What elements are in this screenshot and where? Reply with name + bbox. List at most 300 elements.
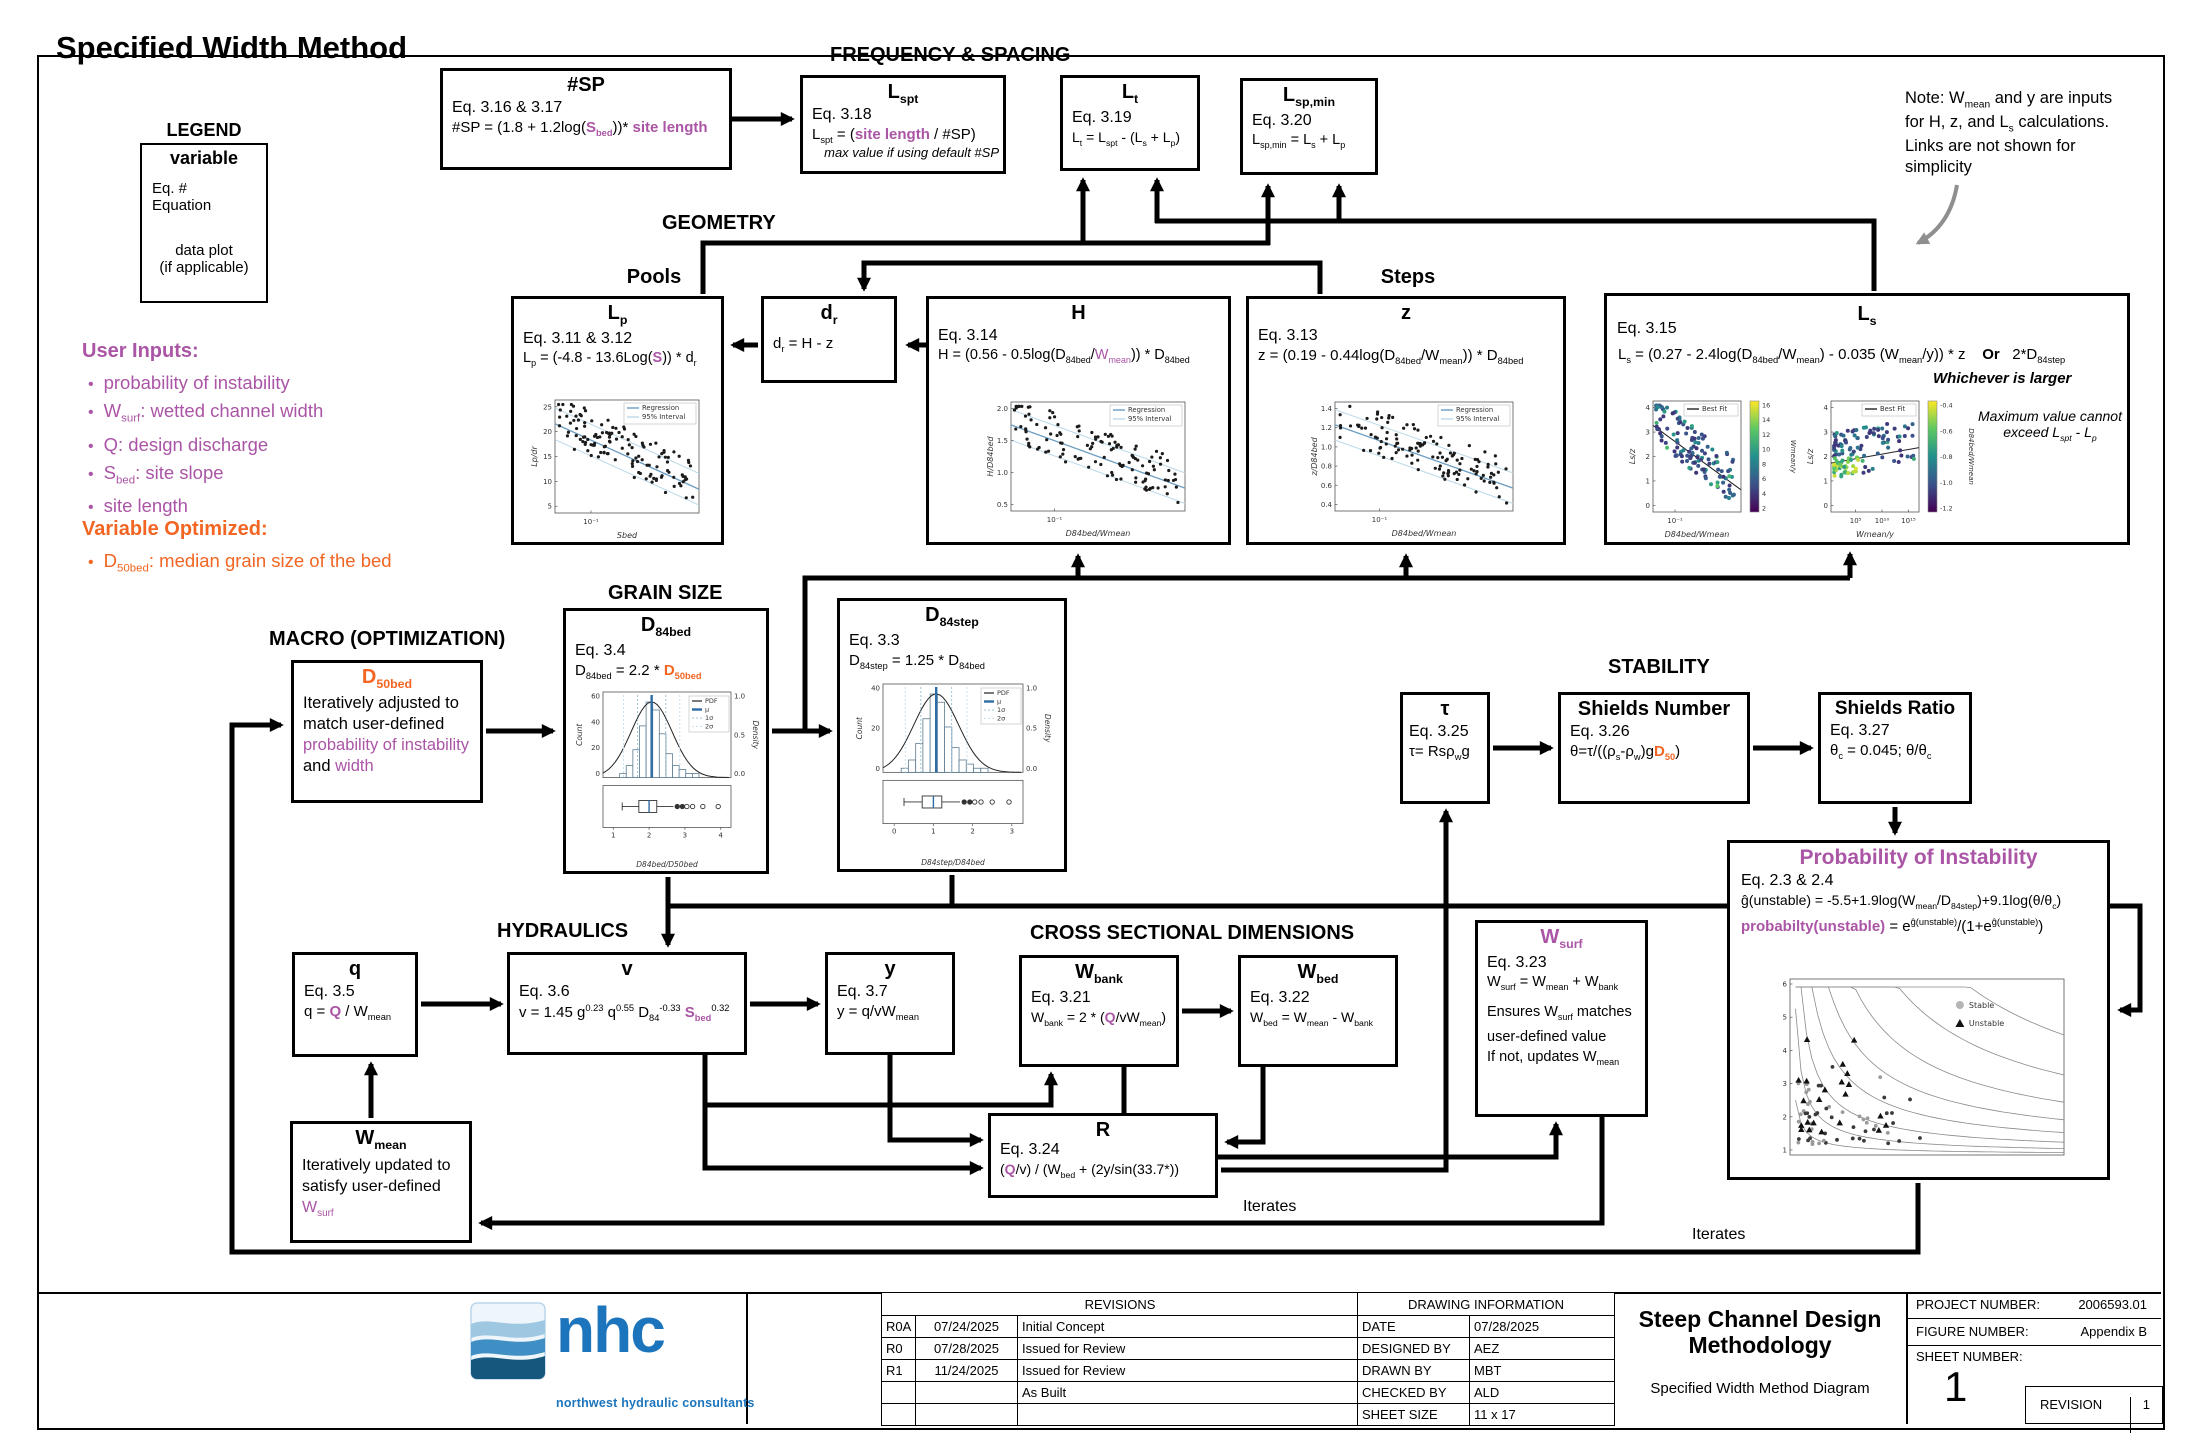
eq-number: Eq. 3.24 (1000, 1141, 1060, 1158)
rev-date: 07/28/2025 (916, 1338, 1018, 1360)
box-title: R (1095, 1119, 1111, 1141)
equation-probability: probabilty(unstable) = $e^{ĝ(unstable)}/(1+e^{ĝ(unstable)})$ (1741, 916, 2044, 935)
equation-ghat: ĝ(unstable) = $-5.5+1.9\log(W_{mean}/D_{84step})+9.1\log(\theta/\theta_c)$ (1741, 892, 2062, 911)
info-label: DESIGNED BY (1358, 1338, 1470, 1360)
ls-scatter-plot-1 (1627, 396, 1799, 545)
box-d84step (837, 598, 1067, 872)
info-value: MBT (1470, 1360, 1615, 1382)
project-number-value: 2006593.01 (2078, 1297, 2147, 1312)
section-geometry: GEOMETRY (662, 212, 776, 234)
section-stability: STABILITY (1608, 656, 1710, 678)
box-h (926, 296, 1231, 545)
svg-text:Wmean/y: Wmean/y (1855, 530, 1895, 539)
svg-text:2: 2 (1762, 504, 1767, 513)
eq-number: Eq. 3.21 (1031, 989, 1091, 1007)
svg-text:4: 4 (1823, 404, 1828, 413)
equation: $z = (0.19 - 0.44\log(D_{84bed}/W_{mean})) * D_{84bed}$ (1258, 347, 1524, 366)
box-body: Iteratively adjusted to match user-defined probability of instability and width (303, 694, 469, 776)
svg-text:20: 20 (871, 724, 880, 733)
section-frequency-spacing: FREQUENCY & SPACING (830, 44, 1071, 66)
svg-text:Density: Density (751, 720, 760, 750)
table-row (1358, 1404, 1615, 1426)
box-body: Iteratively updated to satisfy user-defined $W_{surf}$ (302, 1157, 451, 1220)
box-lp (511, 296, 724, 545)
box-title: τ (1440, 698, 1450, 720)
equation: $W_{bed} = W_{mean} - W_{bank}$ (1250, 1009, 1374, 1028)
eq-number: Eq. 3.22 (1250, 989, 1310, 1007)
box-title: $D_{84step}$ (925, 604, 979, 629)
equation: $D_{84step} = 1.25 * D_{84bed}$ (849, 652, 985, 672)
svg-text:10⁻¹: 10⁻¹ (583, 518, 599, 526)
lp-scatter-plot (529, 395, 707, 546)
box-tau (1400, 692, 1490, 804)
h-scatter-plot (985, 397, 1193, 544)
svg-text:1.0: 1.0 (1320, 443, 1332, 452)
box-dr (761, 296, 897, 383)
box-title: $L_{spt}$ (887, 81, 919, 106)
box-y (825, 952, 955, 1055)
svg-text:PDF: PDF (997, 689, 1010, 697)
svg-text:-0.8: -0.8 (1940, 453, 1953, 461)
svg-text:0: 0 (595, 770, 600, 779)
svg-text:1.0: 1.0 (996, 468, 1008, 477)
svg-text:Count: Count (855, 717, 864, 740)
svg-text:-1.2: -1.2 (1940, 504, 1953, 513)
rev-desc (1018, 1404, 1359, 1426)
box-title: y (884, 958, 896, 980)
rev-date: 07/24/2025 (916, 1316, 1018, 1338)
box-shields-number (1558, 692, 1750, 804)
svg-text:1.0: 1.0 (734, 692, 746, 701)
box-title: $D_{50bed}$ (361, 666, 413, 691)
svg-text:0: 0 (891, 827, 897, 836)
revision-value: 1 (2130, 1397, 2150, 1433)
svg-text:4: 4 (718, 831, 723, 840)
variable-optimized-title: Variable Optimized: (82, 518, 268, 540)
user-input-item: probability of instability (103, 372, 290, 393)
svg-text:0: 0 (1645, 501, 1650, 510)
info-value: 07/28/2025 (1470, 1316, 1615, 1338)
box-title: $L_s$ (1857, 303, 1877, 328)
table-row (1358, 1338, 1615, 1360)
svg-text:10⁻¹: 10⁻¹ (1667, 517, 1683, 525)
box-title: q (348, 958, 362, 980)
table-row (882, 1316, 1359, 1338)
rev-date (916, 1404, 1018, 1426)
section-cross-sectional: CROSS SECTIONAL DIMENSIONS (1030, 922, 1355, 944)
legend-title: LEGEND (166, 120, 242, 140)
svg-text:D84step/D84bed: D84step/D84bed (921, 858, 985, 867)
equation: τ= Rsρ$_w$g (1409, 743, 1470, 762)
svg-text:0.5: 0.5 (734, 731, 746, 740)
svg-text:1.0: 1.0 (1026, 684, 1038, 693)
info-label: DRAWN BY (1358, 1360, 1470, 1382)
box-title: v (621, 958, 633, 980)
info-value: AEZ (1470, 1338, 1615, 1360)
svg-text:D84bed/Wmean: D84bed/Wmean (1967, 428, 1975, 485)
box-shields-ratio (1818, 692, 1972, 804)
eq-number: Eq. 3.11 & 3.12 (523, 330, 633, 348)
box-title: $L_p$ (607, 302, 628, 327)
svg-text:2: 2 (1823, 453, 1828, 461)
svg-text:2: 2 (1782, 1113, 1787, 1122)
sheet-number-value: 1 (1944, 1363, 1968, 1410)
box-title: Probability of Instability (1799, 846, 2038, 869)
box-z (1246, 296, 1566, 545)
box-sp (440, 68, 732, 170)
z-scatter-plot (1309, 397, 1521, 544)
svg-text:Sbed: Sbed (616, 531, 638, 540)
rev-date (916, 1382, 1018, 1404)
page-title: Specified Width Method (56, 30, 408, 65)
iterates-label-2: Iterates (1692, 1226, 1746, 1243)
box-title: z (1401, 302, 1411, 324)
svg-text:1σ: 1σ (705, 714, 714, 722)
svg-text:3: 3 (1782, 1080, 1787, 1089)
svg-text:25: 25 (543, 403, 552, 412)
eq-number: Eq. 3.20 (1252, 112, 1312, 130)
svg-text:3: 3 (1645, 428, 1650, 437)
rev-desc: Initial Concept (1018, 1316, 1359, 1338)
user-inputs-title: User Inputs: (82, 340, 199, 362)
document-title (1614, 1306, 1906, 1359)
rev-code (882, 1382, 916, 1404)
svg-text:3: 3 (682, 831, 688, 840)
user-input-item: Q: design discharge (103, 433, 269, 455)
svg-text:2σ: 2σ (705, 722, 714, 731)
eq-number: Eq. 3.3 (849, 632, 900, 650)
svg-text:20: 20 (543, 428, 552, 437)
legend-eq: Eq. # (152, 179, 188, 197)
eq-number: Eq. 3.19 (1072, 109, 1132, 127)
svg-text:1σ: 1σ (997, 706, 1006, 714)
eq-number: Eq. 3.26 (1570, 723, 1630, 740)
box-title: Shields Ratio (1834, 698, 1956, 719)
svg-text:Ls/z: Ls/z (1806, 448, 1815, 465)
svg-text:Ls/z: Ls/z (1628, 448, 1637, 465)
drawing-info-header: DRAWING INFORMATION (1358, 1293, 1615, 1316)
rev-code: R0 (882, 1338, 916, 1360)
table-row (1358, 1316, 1615, 1338)
section-steps: Steps (1380, 266, 1436, 288)
eq-number: Eq. 3.25 (1409, 723, 1469, 740)
svg-text:1: 1 (1823, 477, 1828, 486)
svg-text:15: 15 (543, 453, 552, 461)
svg-text:3: 3 (1823, 428, 1828, 437)
drawing-info-table (1357, 1292, 1615, 1426)
eq-number: Eq. 3.27 (1830, 721, 1890, 739)
svg-text:1: 1 (1782, 1146, 1787, 1155)
nhc-logo (470, 1302, 546, 1385)
eq-number: Eq. 3.16 & 3.17 (452, 99, 563, 116)
ls-scatter-plot-2 (1805, 396, 1977, 545)
box-d50bed (291, 660, 483, 803)
legend-dataplot: data plot (175, 241, 233, 259)
svg-text:H/D84bed: H/D84bed (986, 436, 995, 477)
svg-text:4: 4 (1762, 489, 1767, 498)
table-row (882, 1338, 1359, 1360)
box-title: Shields Number (1577, 698, 1731, 720)
eq-number: Eq. 3.18 (812, 106, 872, 124)
whichever-note: Whichever is larger (1933, 370, 2072, 387)
box-q (292, 952, 418, 1057)
figure-number-value: Appendix B (2080, 1324, 2147, 1339)
info-label: SHEET SIZE (1358, 1404, 1470, 1426)
svg-text:-0.4: -0.4 (1940, 401, 1953, 410)
prob-scatter-plot (1770, 973, 2070, 1178)
svg-text:6: 6 (1762, 475, 1767, 484)
equation: $\theta_c = 0.045$; $\theta/\theta_c$ (1830, 741, 1932, 761)
equation: #SP = $(1.8 + 1.2\log(S_{bed}))*$ site length (452, 119, 708, 138)
svg-text:16: 16 (1762, 401, 1771, 410)
svg-text:μ: μ (705, 705, 710, 714)
equation: $d_r = H - z$ (773, 335, 834, 355)
equation: $q = Q / W_{mean}$ (304, 1003, 392, 1022)
equation: $W_{bank} = 2 * (Q/vW_{mean})$ (1031, 1009, 1167, 1028)
svg-text:Regression: Regression (642, 404, 680, 412)
nhc-logo-icon (470, 1302, 546, 1380)
eq-number: Eq. 3.5 (304, 983, 355, 1000)
iterates-label-1: Iterates (1243, 1198, 1297, 1215)
svg-text:4: 4 (1645, 404, 1650, 413)
sheet-number-label: SHEET NUMBER: (1916, 1349, 2023, 1364)
eq-number: Eq. 3.4 (575, 642, 626, 660)
equation: $\theta=\tau/((\rho_s-\rho_w)gD_{50})$ (1570, 743, 1681, 762)
svg-text:0.5: 0.5 (1026, 724, 1038, 733)
svg-text:10: 10 (543, 477, 552, 486)
section-hydraulics: HYDRAULICS (497, 920, 629, 942)
svg-text:1.2: 1.2 (1320, 424, 1332, 433)
user-input-item: $S_{bed}$: site slope (103, 461, 224, 487)
svg-text:4: 4 (1782, 1046, 1787, 1055)
svg-text:10: 10 (1762, 445, 1771, 454)
note-text: Note: $W_{mean}$ and y are inputs for H, z, and $L_s$ calculations. Links are not shown for simplicity (1905, 89, 2113, 176)
svg-text:D84bed/Wmean: D84bed/Wmean (1664, 530, 1730, 539)
box-title: $W_{bank}$ (1075, 961, 1123, 986)
svg-text:10⁻¹: 10⁻¹ (1046, 516, 1063, 524)
box-title: H (1071, 302, 1086, 324)
svg-text:3: 3 (1009, 827, 1015, 836)
revisions-header: REVISIONS (882, 1293, 1359, 1316)
bullet-icon: • (88, 499, 94, 517)
figure-number-label: FIGURE NUMBER: (1916, 1324, 2029, 1339)
rev-code: R1 (882, 1360, 916, 1382)
svg-text:Lp/dr: Lp/dr (530, 446, 539, 467)
info-label: CHECKED BY (1358, 1382, 1470, 1404)
svg-text:Stable: Stable (1968, 1001, 1995, 1010)
table-row (1358, 1382, 1615, 1404)
figure-number-row (1906, 1318, 2161, 1346)
svg-text:2σ: 2σ (997, 714, 1006, 723)
svg-text:-1.0: -1.0 (1940, 478, 1953, 487)
svg-text:10¹⁰: 10¹⁰ (1874, 517, 1890, 525)
box-d84bed (563, 608, 769, 874)
revisions-table (881, 1292, 1359, 1426)
equation: $y = q/vW_{mean}$ (837, 1003, 920, 1022)
section-pools: Pools (626, 266, 682, 288)
equation: $L_{sp,min} = L_s + L_p$ (1252, 132, 1346, 150)
eq-number: Eq. 3.13 (1258, 327, 1318, 344)
section-grain-size: GRAIN SIZE (608, 582, 723, 604)
box-title: $d_r$ (820, 302, 838, 327)
svg-text:D84bed/Wmean: D84bed/Wmean (1391, 529, 1457, 538)
svg-text:Best Fit: Best Fit (1880, 405, 1906, 413)
svg-text:10⁻¹: 10⁻¹ (1371, 516, 1388, 524)
svg-text:0: 0 (875, 764, 880, 773)
d84step-hist-plot (853, 679, 1053, 872)
rev-desc: Issued for Review (1018, 1360, 1359, 1382)
svg-text:Regression: Regression (1456, 406, 1494, 414)
box-lspmin (1240, 78, 1378, 175)
document-subtitle: Specified Width Method Diagram (1650, 1380, 1870, 1397)
box-ls (1604, 293, 2130, 545)
user-inputs-list (88, 370, 323, 521)
box-lt (1060, 75, 1200, 171)
user-input-item: $W_{surf}$: wetted channel width (103, 400, 324, 425)
rev-code: R0A (882, 1316, 916, 1338)
eq-number: Eq. 3.7 (837, 983, 888, 1000)
svg-text:0.0: 0.0 (734, 770, 746, 779)
svg-text:60: 60 (591, 692, 600, 701)
document-title-line1: Steep Channel Design (1638, 1306, 1882, 1332)
svg-text:2.0: 2.0 (996, 405, 1008, 414)
bullet-icon: • (88, 376, 94, 393)
legend-ifapplicable: (if applicable) (159, 258, 249, 276)
bullet-icon: • (88, 437, 94, 455)
svg-text:40: 40 (591, 718, 600, 727)
rev-desc: As Built (1018, 1382, 1359, 1404)
box-body: Ensures $W_{surf}$ matches user-defined value If not, updates $W_{mean}$ (1487, 1003, 1632, 1067)
svg-text:0.0: 0.0 (1026, 764, 1038, 773)
project-number-row (1906, 1292, 2161, 1319)
svg-text:95% Interval: 95% Interval (642, 413, 686, 421)
svg-text:20: 20 (591, 744, 600, 753)
box-wbank (1019, 955, 1179, 1067)
rev-desc: Issued for Review (1018, 1338, 1359, 1360)
svg-text:PDF: PDF (705, 697, 718, 705)
rev-code (882, 1404, 916, 1426)
legend-equation: Equation (152, 196, 212, 214)
svg-text:6: 6 (1782, 980, 1787, 989)
bullet-icon: • (88, 554, 94, 571)
svg-text:1: 1 (611, 831, 616, 840)
eq-number: Eq. 3.6 (519, 983, 570, 1000)
eq-number: Eq. 3.14 (938, 327, 998, 344)
svg-text:0.8: 0.8 (1320, 462, 1332, 471)
svg-text:95% Interval: 95% Interval (1128, 415, 1172, 423)
info-label: DATE (1358, 1316, 1470, 1338)
legend-box (140, 143, 268, 303)
svg-text:8: 8 (1762, 460, 1767, 469)
nhc-logo-text: nhc (556, 1294, 664, 1366)
box-wbed (1238, 955, 1398, 1067)
equation: $(Q/v) / (W_{bed} + (2y/\sin(33.7*))$ (1000, 1161, 1180, 1180)
svg-text:40: 40 (871, 684, 880, 693)
eq-number: Eq. 2.3 & 2.4 (1741, 872, 1834, 890)
box-title: $L_{sp,min}$ (1282, 84, 1336, 109)
variable-optimized-list (88, 548, 392, 582)
bullet-icon: • (88, 404, 94, 421)
box-title: $W_{bed}$ (1297, 961, 1339, 986)
svg-text:D84bed/Wmean: D84bed/Wmean (1065, 529, 1131, 538)
svg-text:5: 5 (547, 502, 552, 511)
svg-text:12: 12 (1762, 430, 1771, 439)
section-macro: MACRO (OPTIMIZATION) (269, 628, 506, 650)
box-lspt (800, 75, 1006, 174)
box-title: $L_t$ (1121, 81, 1139, 106)
nhc-logo-tagline: northwest hydraulic consultants (556, 1396, 755, 1410)
variable-optimized-item: $D_{50bed}$: median grain size of the bed (103, 550, 392, 575)
svg-text:1.4: 1.4 (1320, 405, 1332, 414)
project-number-label: PROJECT NUMBER: (1916, 1297, 2040, 1312)
svg-text:Wmean/y: Wmean/y (1789, 439, 1797, 474)
table-row (882, 1360, 1359, 1382)
box-r (988, 1113, 1218, 1198)
svg-text:10¹⁵: 10¹⁵ (1901, 517, 1916, 525)
svg-text:2: 2 (970, 827, 975, 836)
box-wmean (290, 1121, 472, 1243)
table-row (882, 1382, 1359, 1404)
equation: $L_t = L_{spt} - (L_s + L_p)$ (1072, 129, 1181, 148)
svg-text:1: 1 (931, 827, 936, 836)
info-value: ALD (1470, 1382, 1615, 1404)
svg-text:95% Interval: 95% Interval (1456, 415, 1500, 423)
svg-text:0.4: 0.4 (1320, 500, 1332, 509)
bullet-icon: • (88, 465, 94, 483)
equation: $L_p = (-4.8 - 13.6Log(S)) * d_r$ (523, 350, 697, 368)
table-row (882, 1404, 1359, 1426)
svg-text:Regression: Regression (1128, 406, 1166, 414)
eq-number: Eq. 3.23 (1487, 954, 1547, 972)
svg-text:Count: Count (575, 723, 584, 746)
svg-text:2: 2 (1645, 453, 1650, 461)
info-value: 11 x 17 (1470, 1404, 1615, 1426)
box-title: #SP (567, 74, 605, 96)
svg-text:2: 2 (646, 831, 652, 840)
svg-text:0.5: 0.5 (996, 500, 1008, 509)
svg-text:z/D84bed: z/D84bed (1310, 437, 1319, 476)
equation: $L_s = (0.27 - 2.4\log(D_{84bed}/W_{mean}) - 0.035$ $(W_{mean}/y)$) * z Or $2*D_{84step}$ (1618, 346, 2066, 365)
revision-label: REVISION (2040, 1397, 2103, 1412)
equation: $H = (0.56 - 0.5\log(D_{84bed}/W_{mean})) * D_{84bed}$ (938, 347, 1190, 365)
box-title: $W_{surf}$ (1540, 926, 1583, 951)
svg-text:10⁵: 10⁵ (1849, 517, 1862, 525)
equation: $D_{84bed} = 2.2 * D_{50bed}$ (575, 662, 702, 682)
equation: v = 1.45 $g^{0.23}$ $q^{0.55}$ $D_{84}^{-0.33}$ $S_{bed}^{0.32}$ (519, 1003, 730, 1023)
user-input-item: site length (103, 495, 188, 517)
svg-text:1.5: 1.5 (996, 437, 1008, 446)
svg-text:μ: μ (997, 697, 1002, 706)
revision-cell (2025, 1386, 2163, 1424)
legend-variable: variable (169, 148, 239, 168)
equation: $W_{surf} = W_{mean} + W_{bank}$ (1487, 974, 1619, 992)
box-wsurf (1475, 920, 1648, 1117)
svg-text:0: 0 (1823, 501, 1828, 510)
svg-text:-0.6: -0.6 (1940, 427, 1953, 436)
svg-text:0.6: 0.6 (1320, 481, 1332, 490)
equation: $L_{spt}$ = (site length / #SP) (812, 126, 976, 146)
d84bed-hist-plot (573, 687, 761, 874)
svg-text:D84bed/D50bed: D84bed/D50bed (636, 860, 698, 869)
max-value-note: Maximum value cannot exceed $L_{spt} - L_p$ (1978, 408, 2122, 443)
svg-text:5: 5 (1782, 1013, 1787, 1022)
rev-date: 11/24/2025 (916, 1360, 1018, 1382)
svg-text:1: 1 (1645, 477, 1650, 486)
svg-text:Unstable: Unstable (1968, 1019, 2005, 1028)
document-title-line2: Methodology (1688, 1332, 1832, 1359)
box-v (507, 952, 747, 1055)
equation-note: max value if using default #SP (824, 145, 999, 161)
